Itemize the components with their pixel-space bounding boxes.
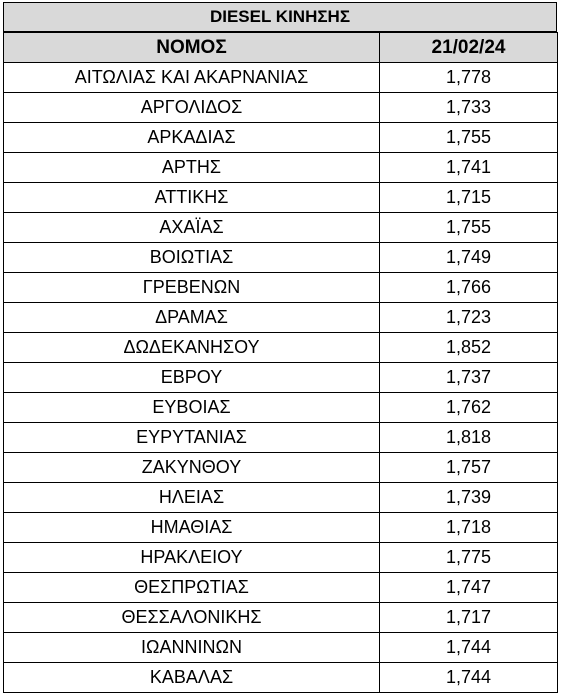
prefecture-cell: ΓΡΕΒΕΝΩΝ [4,273,380,303]
table-row [4,63,558,93]
price-cell: 1,762 [380,393,558,423]
price-cell: 1,778 [380,63,558,93]
price-cell: 1,757 [380,453,558,483]
prefecture-cell: ΑΙΤΩΛΙΑΣ ΚΑΙ ΑΚΑΡΝΑΝΙΑΣ [4,63,380,93]
prefecture-cell: ΑΤΤΙΚΗΣ [4,183,380,213]
price-cell: 1,755 [380,123,558,153]
table-body [4,63,558,693]
prefecture-cell: ΒΟΙΩΤΙΑΣ [4,243,380,273]
prefecture-cell: ΕΒΡΟΥ [4,363,380,393]
prefecture-cell: ΙΩΑΝΝΙΝΩΝ [4,633,380,663]
table-row [4,243,558,273]
prefecture-cell: ΑΧΑΪΑΣ [4,213,380,243]
table-row [4,363,558,393]
table-title: DIESEL ΚΙΝΗΣΗΣ [3,2,557,32]
prefecture-cell: ΑΡΚΑΔΙΑΣ [4,123,380,153]
price-cell: 1,723 [380,303,558,333]
price-table-sheet [3,2,557,693]
prefecture-cell: ΗΜΑΘΙΑΣ [4,513,380,543]
price-cell: 1,718 [380,513,558,543]
table-row [4,273,558,303]
table-row [4,153,558,183]
table-row [4,543,558,573]
prefecture-cell: ΔΩΔΕΚΑΝΗΣΟΥ [4,333,380,363]
prefecture-cell: ΘΕΣΠΡΩΤΙΑΣ [4,573,380,603]
table-row [4,513,558,543]
price-cell: 1,733 [380,93,558,123]
price-cell: 1,739 [380,483,558,513]
prefecture-cell: ΑΡΓΟΛΙΔΟΣ [4,93,380,123]
price-cell: 1,766 [380,273,558,303]
table-row [4,453,558,483]
price-cell: 1,747 [380,573,558,603]
header-prefecture: ΝΟΜΟΣ [4,33,380,63]
table-row [4,573,558,603]
price-cell: 1,749 [380,243,558,273]
table-row [4,303,558,333]
price-cell: 1,715 [380,183,558,213]
price-cell: 1,744 [380,633,558,663]
table-row [4,633,558,663]
price-cell: 1,775 [380,543,558,573]
table-row [4,483,558,513]
table-row [4,213,558,243]
prefecture-cell: ΕΥΡΥΤΑΝΙΑΣ [4,423,380,453]
price-cell: 1,755 [380,213,558,243]
price-cell: 1,744 [380,663,558,693]
prefecture-cell: ΕΥΒΟΙΑΣ [4,393,380,423]
table-row [4,93,558,123]
table-row [4,333,558,363]
price-cell: 1,818 [380,423,558,453]
header-date: 21/02/24 [380,33,558,63]
header-row [4,33,558,63]
table-row [4,123,558,153]
price-cell: 1,852 [380,333,558,363]
prefecture-cell: ΑΡΤΗΣ [4,153,380,183]
table-row [4,393,558,423]
prefecture-cell: ΔΡΑΜΑΣ [4,303,380,333]
prefecture-cell: ΖΑΚΥΝΘΟΥ [4,453,380,483]
price-table [3,32,558,693]
price-cell: 1,737 [380,363,558,393]
prefecture-cell: ΗΡΑΚΛΕΙΟΥ [4,543,380,573]
prefecture-cell: ΚΑΒΑΛΑΣ [4,663,380,693]
prefecture-cell: ΗΛΕΙΑΣ [4,483,380,513]
price-cell: 1,717 [380,603,558,633]
prefecture-cell: ΘΕΣΣΑΛΟΝΙΚΗΣ [4,603,380,633]
table-row [4,423,558,453]
table-row [4,183,558,213]
price-cell: 1,741 [380,153,558,183]
table-row [4,603,558,633]
table-row [4,663,558,693]
